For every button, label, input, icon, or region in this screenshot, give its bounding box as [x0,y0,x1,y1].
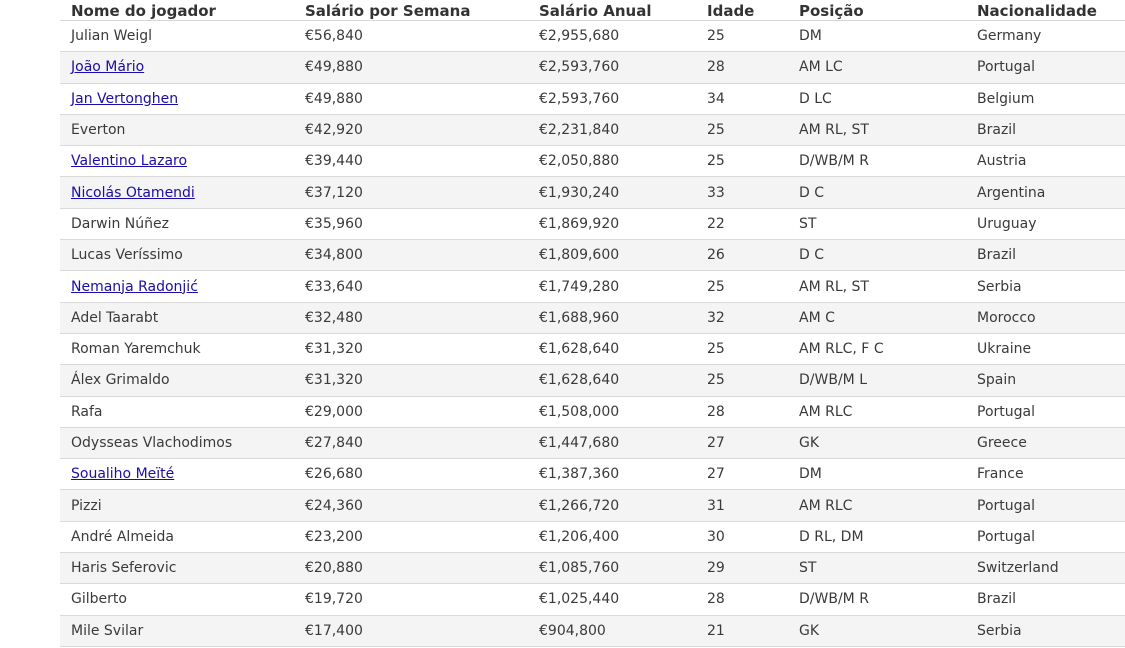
cell-annual-salary: €1,447,680 [528,427,696,458]
cell-player-name [60,584,294,615]
player-name-text: Julian Weigl [71,28,152,45]
player-name-link[interactable]: Soualiho Meïté [71,466,175,483]
table-row [60,208,1125,239]
cell-weekly-salary: €32,480 [294,302,528,333]
cell-age: 25 [696,365,788,396]
table-row [60,396,1125,427]
cell-weekly-salary: €42,920 [294,114,528,145]
cell-annual-salary: €2,955,680 [528,21,696,52]
player-name-text: Lucas Veríssimo [71,247,183,264]
cell-position: AM RLC [788,396,966,427]
cell-age: 26 [696,240,788,271]
player-name-text: Odysseas Vlachodimos [71,435,233,451]
cell-weekly-salary: €24,360 [294,490,528,521]
table-body [60,21,1125,647]
cell-age: 34 [696,83,788,114]
cell-player-name [60,271,294,302]
cell-nationality: Portugal [966,521,1125,552]
cell-weekly-salary: €39,440 [294,146,528,177]
cell-nationality: Switzerland [966,553,1125,584]
cell-player-name [60,21,294,52]
cell-nationality: France [966,459,1125,490]
player-name-text: Roman Yaremchuk [71,341,201,358]
cell-weekly-salary: €33,640 [294,271,528,302]
cell-player-name [60,83,294,114]
player-name-link[interactable]: Nicolás Otamendi [71,184,195,201]
cell-annual-salary: €1,266,720 [528,490,696,521]
cell-age: 25 [696,146,788,177]
cell-position: D/WB/M L [788,365,966,396]
cell-age: 32 [696,302,788,333]
cell-position: AM RL, ST [788,114,966,145]
cell-position: ST [788,553,966,584]
cell-weekly-salary: €27,840 [294,427,528,458]
cell-position: D C [788,177,966,208]
cell-player-name [60,114,294,145]
player-name-link[interactable]: Nemanja Radonjić [71,278,198,295]
cell-position: AM RLC, F C [788,333,966,364]
cell-player-name [60,396,294,427]
table-header [60,0,1125,21]
cell-weekly-salary: €56,840 [294,21,528,52]
table-row [60,83,1125,114]
table-row [60,427,1125,458]
cell-age: 29 [696,553,788,584]
cell-age: 21 [696,615,788,646]
cell-weekly-salary: €31,320 [294,365,528,396]
cell-age: 28 [696,584,788,615]
cell-weekly-salary: €31,320 [294,333,528,364]
cell-position: D/WB/M R [788,146,966,177]
player-name-link[interactable]: Valentino Lazaro [71,153,188,170]
player-name-text: Álex Grimaldo [71,372,170,389]
cell-annual-salary: €1,206,400 [528,521,696,552]
table-row [60,365,1125,396]
player-name-text: Pizzi [71,497,102,514]
player-name-text: Rafa [71,403,103,420]
table-row [60,271,1125,302]
cell-annual-salary: €2,593,760 [528,52,696,83]
player-name-text: André Almeida [71,528,174,545]
cell-age: 22 [696,208,788,239]
cell-position: AM RL, ST [788,271,966,302]
cell-nationality: Spain [966,365,1125,396]
cell-annual-salary: €2,231,840 [528,114,696,145]
cell-nationality: Serbia [966,615,1125,646]
header-row [60,0,1125,21]
table-row [60,21,1125,52]
table-row [60,146,1125,177]
cell-player-name [60,459,294,490]
cell-weekly-salary: €37,120 [294,177,528,208]
player-name-link[interactable]: João Mário [71,59,145,76]
cell-age: 33 [696,177,788,208]
cell-nationality: Ukraine [966,333,1125,364]
cell-player-name [60,490,294,521]
cell-nationality: Argentina [966,177,1125,208]
cell-age: 25 [696,271,788,302]
cell-annual-salary: €1,809,600 [528,240,696,271]
table-row [60,333,1125,364]
cell-position: D C [788,240,966,271]
cell-player-name [60,553,294,584]
cell-weekly-salary: €35,960 [294,208,528,239]
cell-annual-salary: €1,085,760 [528,553,696,584]
table-row [60,302,1125,333]
cell-age: 25 [696,114,788,145]
cell-annual-salary: €2,050,880 [528,146,696,177]
table-row [60,240,1125,271]
cell-nationality: Portugal [966,52,1125,83]
cell-weekly-salary: €19,720 [294,584,528,615]
cell-position: AM C [788,302,966,333]
header-nationality: Nacionalidade [966,0,1125,21]
table-row [60,177,1125,208]
cell-player-name [60,615,294,646]
cell-position: DM [788,21,966,52]
cell-player-name [60,52,294,83]
cell-age: 25 [696,21,788,52]
cell-position: GK [788,615,966,646]
cell-age: 31 [696,490,788,521]
player-name-text: Haris Seferovic [71,560,177,577]
cell-weekly-salary: €20,880 [294,553,528,584]
cell-annual-salary: €1,628,640 [528,333,696,364]
table-row [60,553,1125,584]
header-weekly-salary: Salário por Semana [294,0,528,21]
table-row [60,52,1125,83]
table-row [60,459,1125,490]
cell-weekly-salary: €49,880 [294,83,528,114]
cell-nationality: Morocco [966,302,1125,333]
cell-annual-salary: €1,688,960 [528,302,696,333]
cell-nationality: Austria [966,146,1125,177]
cell-age: 27 [696,427,788,458]
player-name-text: Everton [71,122,126,139]
cell-annual-salary: €1,869,920 [528,208,696,239]
player-name-text: Adel Taarabt [71,309,159,326]
cell-annual-salary: €904,800 [528,615,696,646]
cell-nationality: Uruguay [966,208,1125,239]
header-player-name: Nome do jogador [60,0,294,21]
cell-player-name [60,146,294,177]
cell-position: D/WB/M R [788,584,966,615]
cell-annual-salary: €1,508,000 [528,396,696,427]
cell-annual-salary: €2,593,760 [528,83,696,114]
cell-annual-salary: €1,930,240 [528,177,696,208]
table-row [60,615,1125,646]
header-age: Idade [696,0,788,21]
cell-nationality: Belgium [966,83,1125,114]
cell-position: AM LC [788,52,966,83]
table-row [60,490,1125,521]
cell-position: DM [788,459,966,490]
cell-position: ST [788,208,966,239]
cell-position: D LC [788,83,966,114]
cell-player-name [60,240,294,271]
cell-position: AM RLC [788,490,966,521]
header-position: Posição [788,0,966,21]
cell-nationality: Portugal [966,396,1125,427]
table-row [60,114,1125,145]
cell-player-name [60,365,294,396]
table-row [60,584,1125,615]
cell-weekly-salary: €49,880 [294,52,528,83]
player-name-text: Mile Svilar [71,622,144,639]
cell-weekly-salary: €23,200 [294,521,528,552]
cell-player-name [60,208,294,239]
player-name-link[interactable]: Jan Vertonghen [71,90,179,107]
cell-nationality: Portugal [966,490,1125,521]
cell-weekly-salary: €26,680 [294,459,528,490]
cell-player-name [60,333,294,364]
cell-player-name [60,521,294,552]
salary-table [60,0,1125,647]
cell-age: 27 [696,459,788,490]
player-name-text: Darwin Núñez [71,215,169,232]
cell-player-name [60,177,294,208]
cell-nationality: Brazil [966,584,1125,615]
cell-player-name [60,427,294,458]
cell-weekly-salary: €34,800 [294,240,528,271]
cell-nationality: Brazil [966,240,1125,271]
cell-position: D RL, DM [788,521,966,552]
cell-position: GK [788,427,966,458]
cell-age: 25 [696,333,788,364]
cell-age: 30 [696,521,788,552]
cell-age: 28 [696,396,788,427]
cell-nationality: Serbia [966,271,1125,302]
cell-annual-salary: €1,749,280 [528,271,696,302]
cell-nationality: Brazil [966,114,1125,145]
cell-player-name [60,302,294,333]
cell-nationality: Germany [966,21,1125,52]
cell-weekly-salary: €29,000 [294,396,528,427]
cell-annual-salary: €1,025,440 [528,584,696,615]
cell-nationality: Greece [966,427,1125,458]
cell-annual-salary: €1,628,640 [528,365,696,396]
cell-annual-salary: €1,387,360 [528,459,696,490]
table-row [60,521,1125,552]
player-name-text: Gilberto [71,591,127,608]
salary-table-container [60,0,1125,647]
cell-age: 28 [696,52,788,83]
cell-weekly-salary: €17,400 [294,615,528,646]
header-annual-salary: Salário Anual [528,0,696,21]
